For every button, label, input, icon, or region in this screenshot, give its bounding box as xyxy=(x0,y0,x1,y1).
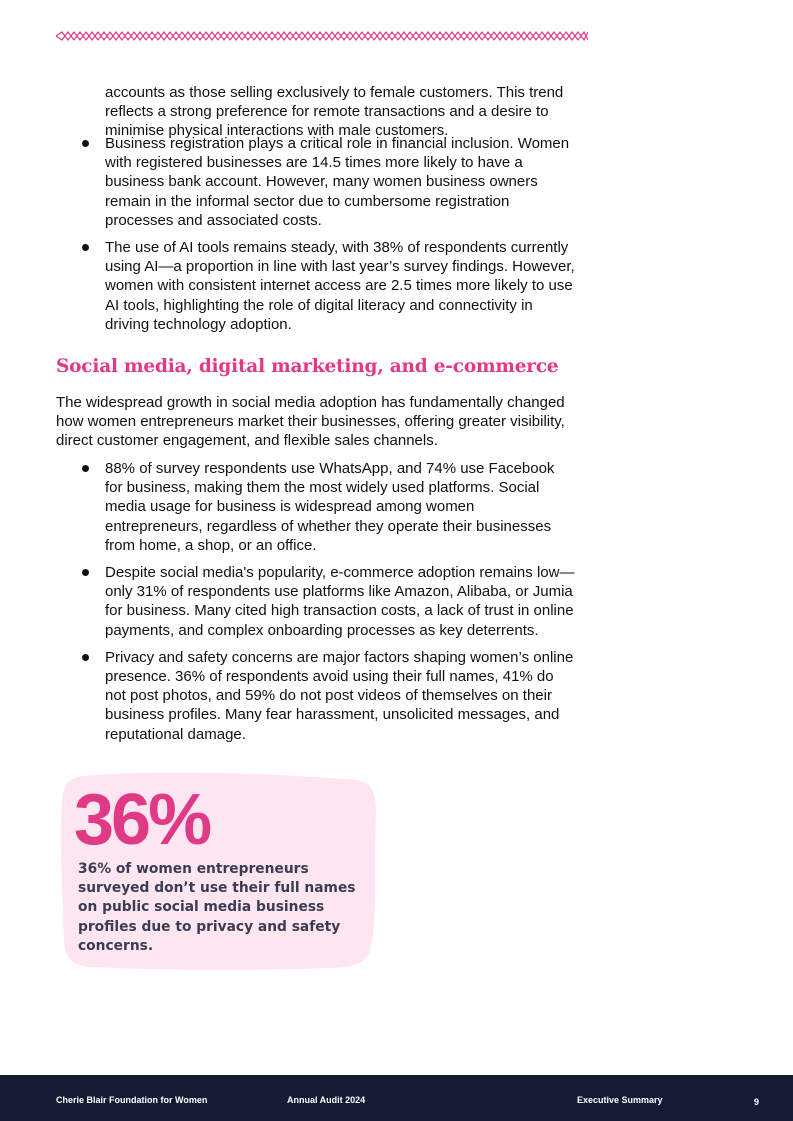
callout-stat: 36% xyxy=(74,780,210,860)
list-item-text: Privacy and safety concerns are major factors shaping women’s online presence. 36% of respondents avoid using their full names, 41% do not post photos, and 59% do not post videos of themselves on their business profiles. Many fear harassment, unsolicited messages, and reputational damage. xyxy=(105,648,574,743)
bullet-icon xyxy=(82,140,89,147)
list-item xyxy=(56,459,576,555)
footer-organization: Cherie Blair Foundation for Women xyxy=(56,1095,208,1105)
page-number: 9 xyxy=(754,1097,760,1107)
bullet-list-social-media xyxy=(56,459,576,752)
footer-section: Executive Summary xyxy=(577,1095,663,1105)
bullet-list-technology xyxy=(56,134,576,342)
callout-text: 36% of women entrepreneurs surveyed don’t use their full names on public social media business profiles due to privacy and safety concerns. xyxy=(78,861,356,954)
section-intro: The widespread growth in social media adoption has fundamentally changed how women entrepreneurs market their businesses, offering greater visibility, direct customer engagement, and flexible sales channels. xyxy=(56,394,565,450)
list-item-text: The use of AI tools remains steady, with 38% of respondents currently using AI—a proportion in line with last year’s survey findings. However, women with consistent internet access are 2.5 times more likely to use AI tools, highlighting the role of digital literacy and connectivity in driving technology adoption. xyxy=(105,239,575,333)
bullet-icon xyxy=(82,244,89,251)
bullet-icon xyxy=(82,465,89,472)
list-item xyxy=(56,648,576,744)
list-item-text: 88% of survey respondents use WhatsApp, and 74% use Facebook for business, making them the most widely used platforms. Social media usage for business is widespread among women entrepreneurs, regardless of whether they operate their businesses from home, a shop, or an office. xyxy=(105,460,555,554)
bullet-icon xyxy=(82,654,89,661)
continued-paragraph: accounts as those selling exclusively to female customers. This trend reflects a strong preference for remote transactions and a desire to minimise physical interactions with male customers. xyxy=(105,84,564,140)
list-item-text: Despite social media's popularity, e-commerce adoption remains low—only 31% of respondents use platforms like Amazon, Alibaba, or Jumia for business. Many cited high transaction costs, a lack of trust in online payments, and complex onboarding processes as key deterrents. xyxy=(105,564,575,639)
list-item xyxy=(56,563,576,640)
decorative-zigzag-border xyxy=(56,29,588,43)
section-heading: Social media, digital marketing, and e-commerce xyxy=(56,356,559,377)
list-item xyxy=(56,238,576,334)
list-item xyxy=(56,134,576,230)
list-item-text: Business registration plays a critical role in financial inclusion. Women with registered businesses are 14.5 times more likely to have a business bank account. However, many women business owners remain in the informal sector due to cumbersome registration processes and associated costs. xyxy=(105,135,570,229)
footer-report-title: Annual Audit 2024 xyxy=(287,1095,366,1105)
bullet-icon xyxy=(82,569,89,576)
page-footer xyxy=(0,1075,793,1121)
